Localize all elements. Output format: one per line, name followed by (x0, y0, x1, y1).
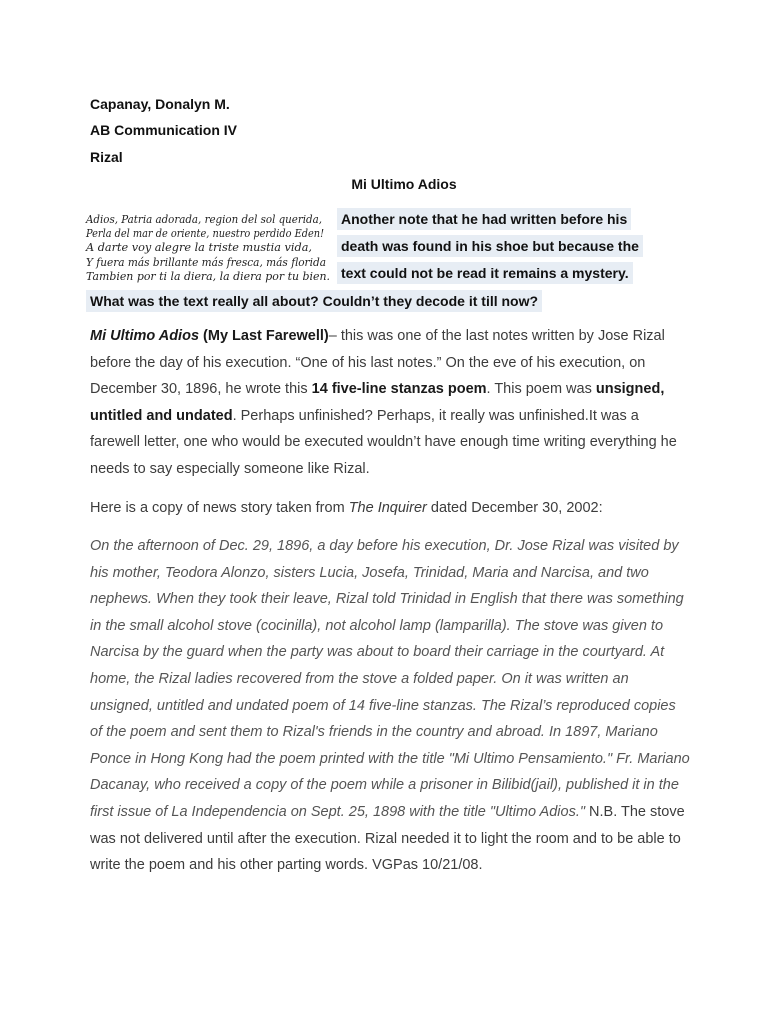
manuscript-line: Tambien por ti la diera, la diera por tu bien. (86, 270, 330, 283)
paragraph-intro: Mi Ultimo Adios (My Last Farewell)– this was one of the last notes written by Jose Rizal before the day of his execution. “One of his last notes.” On the eve of his execution, on December 30, 1896, he wrote this 14 five-line stanzas poem. This poem was unsigned, untitled and undated. Perhaps unfinished? Perhaps, it really was unfinished.It was a farewell letter, one who would be executed wouldn’t have enough time writing everything he needs to say especially someone like Rizal. (90, 328, 677, 477)
author-name: Capanay, Donalyn M. (90, 96, 230, 112)
manuscript-line: Adios, Patria adorada, region del sol querida, (85, 213, 322, 226)
manuscript-line: Perla del mar de oriente, nuestro perdido Eden! (85, 227, 324, 240)
paragraph-news-story: On the afternoon of Dec. 29, 1896, a day before his execution, Dr. Jose Rizal was visited by his mother, Teodora Alonzo, sisters Lucia, Josefa, Trinidad, Maria and Narcisa, and two nephews. When they took their leave, Rizal told Trinidad in English that there was something in the small alcohol stove (cocinilla), not alcohol lamp (lamparilla). The stove was given to Narcisa by the guard when the party was about to board their carriage in the courtyard. At home, the Rizal ladies recovered from the stove a folded paper. On it was written an unsigned, untitled and undated poem of 14 five-line stanzas. The Rizal’s reproduced copies of the poem and sent them to Rizal's friends in the country and abroad. In 1897, Mariano Ponce in Hong Kong had the poem printed with the title "Mi Ultimo Pensamiento." Fr. Mariano Dacanay, who received a copy of the poem while a prisoner in Bilibid(jail), published it in the first issue of La Independencia on Sept. 25, 1898 with the title "Ultimo Adios." N.B. The stove was not delivered until after the execution. Rizal needed it to light the room and to be able to write the poem and his other parting words. VGPas 10/21/08. (90, 538, 690, 874)
highlighted-text-line: text could not be read it remains a mystery. (337, 262, 633, 284)
subject-name: Rizal (90, 149, 123, 165)
paragraph-source: Here is a copy of news story taken from The Inquirer dated December 30, 2002: (90, 500, 603, 516)
course-name: AB Communication IV (90, 122, 238, 138)
highlighted-text-line: Another note that he had written before his (337, 208, 631, 230)
document-title: Mi Ultimo Adios (351, 176, 457, 192)
highlighted-question: What was the text really all about? Couldn’t they decode it till now? (86, 290, 542, 312)
manuscript-line: Y fuera más brillante más fresca, más florida (86, 256, 326, 269)
highlighted-text-line: death was found in his shoe but because the (337, 235, 643, 257)
manuscript-line: A darte voy alegre la triste mustia vida, (84, 241, 312, 254)
handwritten-manuscript-image (84, 210, 332, 284)
